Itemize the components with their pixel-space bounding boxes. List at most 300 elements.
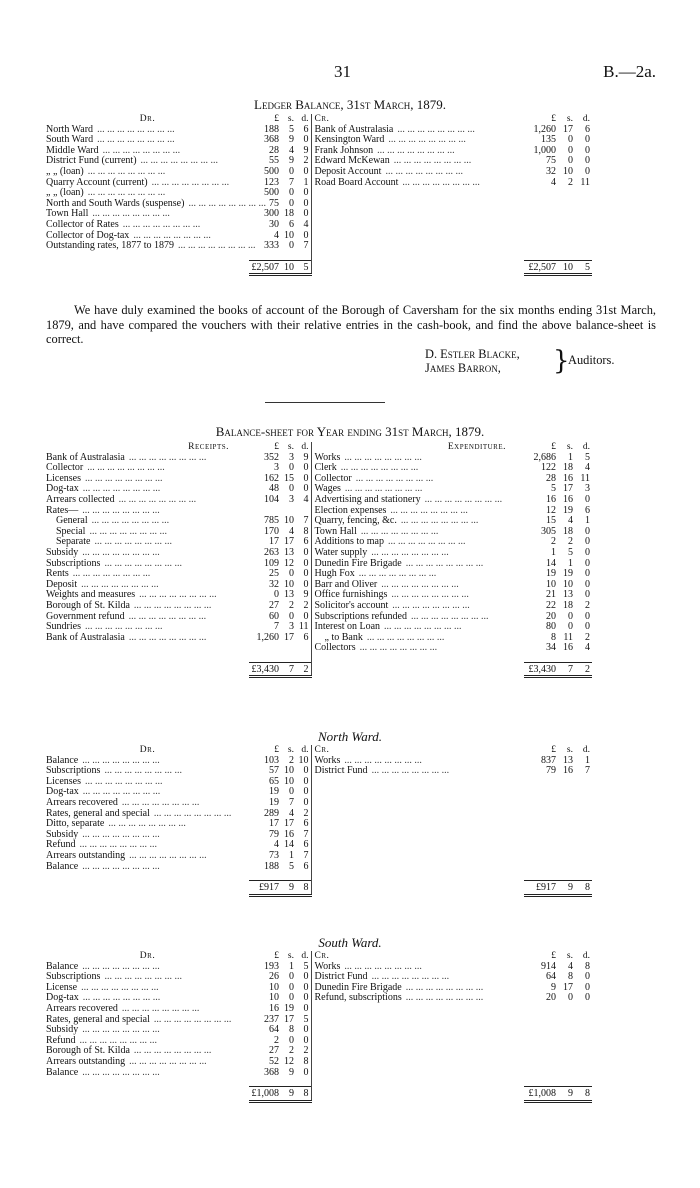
amount-cell: 300 <box>264 208 279 220</box>
amount-cell: 0 <box>585 165 590 177</box>
table-row <box>46 862 592 873</box>
amount-cell: 2 <box>585 631 590 643</box>
row-label-cell <box>46 798 249 809</box>
amount-cell: 12 <box>546 504 556 516</box>
empty-cell <box>524 241 558 252</box>
row-label-cell <box>46 633 249 644</box>
amount-cell: 55 <box>269 155 279 167</box>
leader-dots: ... ... ... ... ... ... ... ... <box>82 1066 160 1078</box>
amount-cell: 17 <box>269 536 279 548</box>
amount-cell: 0 <box>289 568 294 580</box>
row-label: Collectors <box>314 642 356 654</box>
amount-cell: 6 <box>303 631 309 643</box>
empty-cell <box>249 1078 281 1087</box>
amount-cell: 0 <box>303 765 309 777</box>
empty-cell <box>311 1025 524 1036</box>
table-row <box>46 1068 592 1079</box>
row-label: Subscriptions <box>46 557 101 569</box>
empty-cell <box>311 1078 524 1087</box>
leader-dots: ... ... ... ... ... ... ... ... <box>85 621 163 633</box>
debit-header <box>46 745 249 756</box>
empty-cell <box>524 1046 558 1057</box>
amount-cell: 7 <box>303 849 309 861</box>
empty-cell <box>575 241 592 252</box>
credit-header <box>311 951 524 962</box>
row-label: Clerk <box>314 462 337 474</box>
row-label-cell <box>46 1068 249 1079</box>
amount-cell: 75 <box>269 197 279 209</box>
amount-cell: 0 <box>303 568 309 580</box>
empty-cell <box>249 252 281 261</box>
row-label-cell <box>311 993 524 1004</box>
row-label: South Ward <box>46 134 94 146</box>
amount-cell: 0 <box>585 536 590 548</box>
empty-cell <box>311 809 524 820</box>
amount-cell: 0 <box>303 208 309 220</box>
leader-dots: ... ... ... ... ... ... ... ... <box>344 451 422 463</box>
amount-cell: 19 <box>563 568 573 580</box>
empty-cell <box>46 872 249 881</box>
amount-cell: 0 <box>568 610 573 622</box>
amount-cell: 19 <box>563 504 573 516</box>
row-label-cell <box>311 601 524 612</box>
south-ward-title: South Ward. <box>318 935 382 950</box>
row-label: Arrears collected <box>46 493 115 505</box>
amount-cell: 64 <box>269 1024 279 1036</box>
empty-cell <box>311 777 524 788</box>
amount-cell: 8 <box>585 960 590 972</box>
amount-cell: 17 <box>563 123 573 135</box>
amount-cell: 0 <box>303 546 309 558</box>
side-label: Receipts. <box>188 442 229 452</box>
empty-cell <box>311 830 524 841</box>
amount-cell: 27 <box>269 599 279 611</box>
amount-cell: 2 <box>303 155 309 167</box>
row-label: Licenses <box>46 775 81 787</box>
empty-cell <box>311 209 524 220</box>
row-label: „ „ (loan) <box>46 187 84 199</box>
amount-cell: 10 <box>284 578 294 590</box>
amount-cell: 0 <box>289 1034 294 1046</box>
side-label: Cr. <box>314 114 330 124</box>
amount-cell: 1 <box>289 849 294 861</box>
amount-cell: 18 <box>563 525 573 537</box>
empty-cell <box>524 787 558 798</box>
empty-cell <box>311 1068 524 1079</box>
amount-cell: 8 <box>568 971 573 983</box>
empty-cell <box>575 851 592 862</box>
brace-icon: } <box>553 346 570 376</box>
empty-cell <box>575 777 592 788</box>
amount-cell: 10 <box>284 775 294 787</box>
amount-cell: 0 <box>585 134 590 146</box>
amount-cell: 16 <box>563 472 573 484</box>
amount-cell: 2 <box>289 599 294 611</box>
amount-cell: 26 <box>269 971 279 983</box>
row-label-cell <box>311 178 524 189</box>
leader-dots: ... ... ... ... ... ... ... ... <box>82 860 160 872</box>
row-label: Refund <box>46 1034 76 1046</box>
total-amount: 2 <box>575 662 592 677</box>
amount-cell: 352 <box>264 451 279 463</box>
amount-cell: 368 <box>264 1066 279 1078</box>
amount-cell: 0 <box>289 187 294 199</box>
total-amount: 10 <box>558 260 575 275</box>
empty-cell <box>575 862 592 873</box>
amount-cell: 4 <box>289 807 294 819</box>
empty-cell <box>311 798 524 809</box>
amount-cell: 6 <box>585 123 590 135</box>
row-label: Arrears outstanding <box>46 849 126 861</box>
south-ward-table <box>46 951 592 1103</box>
leader-dots: ... ... ... ... ... ... ... ... <box>344 754 422 766</box>
empty-cell <box>575 830 592 841</box>
empty-cell <box>575 188 592 199</box>
amount-cell: 109 <box>264 557 279 569</box>
empty-cell <box>558 1057 575 1068</box>
leader-dots: ... ... ... ... ... ... ... ... <box>128 610 207 622</box>
amount-cell: 0 <box>585 557 590 569</box>
row-label-cell <box>311 548 524 559</box>
empty-cell <box>296 1078 311 1087</box>
north-ward-table <box>46 745 592 897</box>
row-label: Bank of Australasia <box>46 451 125 463</box>
amount-cell: 19 <box>546 568 556 580</box>
auditors-block <box>425 346 615 376</box>
leader-dots: ... ... ... ... ... ... ... ... <box>397 123 475 135</box>
amount-cell: 7 <box>274 621 279 633</box>
amount-cell: 2 <box>289 754 294 766</box>
row-label: General <box>56 515 88 527</box>
amount-cell: 5 <box>568 546 573 558</box>
empty-cell <box>575 819 592 830</box>
empty-cell <box>575 654 592 663</box>
row-label: Weights and measures <box>46 589 136 601</box>
amount-cell: 4 <box>274 229 279 241</box>
leader-dots: ... ... ... ... ... ... ... ... <box>377 144 455 156</box>
row-label: Separate <box>56 536 91 548</box>
amount-cell: 7 <box>303 515 309 527</box>
amount-cell: 4 <box>303 218 309 230</box>
amount-cell: 28 <box>269 144 279 156</box>
amount-cell: 0 <box>303 134 309 146</box>
amount-cell: 1 <box>568 557 573 569</box>
amount-cell: 17 <box>284 818 294 830</box>
empty-cell <box>524 840 558 851</box>
table-row <box>46 1004 592 1015</box>
amount-cell: 0 <box>303 981 309 993</box>
row-label-cell <box>311 495 524 506</box>
leader-dots: ... ... ... ... ... ... ... ... <box>188 197 266 209</box>
amount-cell: 11 <box>580 176 590 188</box>
amount-cell: 2 <box>289 1045 294 1057</box>
amount-cell: 65 <box>269 775 279 787</box>
header-row <box>46 114 592 125</box>
amount-cell: 6 <box>303 536 309 548</box>
leader-dots: ... ... ... ... ... ... ... ... <box>89 525 167 537</box>
leader-dots: ... ... ... ... ... ... ... ... <box>390 504 468 516</box>
empty-cell <box>311 1036 524 1047</box>
leader-dots: ... ... ... ... ... ... ... ... <box>151 176 230 188</box>
empty-cell <box>311 231 524 242</box>
leader-dots: ... ... ... ... ... ... ... ... <box>97 123 175 135</box>
amount-cell: 500 <box>264 187 279 199</box>
column-header: d. <box>301 951 309 961</box>
row-label: Water supply <box>314 546 368 558</box>
amount-cell: 17 <box>284 1013 294 1025</box>
amount-cell: 11 <box>563 631 573 643</box>
amount-cell: 500 <box>264 165 279 177</box>
section-divider <box>265 402 385 403</box>
empty-cell <box>281 872 296 881</box>
row-label: Arrears outstanding <box>46 1055 126 1067</box>
amount-cell: 10 <box>269 992 279 1004</box>
amount-cell: 0 <box>289 483 294 495</box>
leader-dots: ... ... ... ... ... ... ... ... <box>85 472 163 484</box>
leader-dots: ... ... ... ... ... ... ... ... <box>371 765 450 777</box>
empty-cell <box>311 188 524 199</box>
leader-dots: ... ... ... ... ... ... ... ... <box>384 621 462 633</box>
column-header: £ <box>274 951 279 961</box>
empty-cell <box>575 1068 592 1079</box>
row-label: Subsidy <box>46 546 79 558</box>
amount-cell: 0 <box>585 589 590 601</box>
total-amount: 5 <box>296 260 311 275</box>
column-header: £ <box>551 442 556 452</box>
amount-cell: 333 <box>264 240 279 252</box>
leader-dots: ... ... ... ... ... ... ... ... <box>104 971 182 983</box>
amount-cell: 4 <box>568 960 573 972</box>
row-label: Subscriptions <box>46 765 101 777</box>
row-label: Barr and Oliver <box>314 578 378 590</box>
empty-cell <box>311 1057 524 1068</box>
empty-cell <box>575 872 592 881</box>
amount-cell: 10 <box>284 515 294 527</box>
empty-cell <box>249 654 281 663</box>
amount-cell: 1 <box>289 960 294 972</box>
leader-dots: ... ... ... ... ... ... ... ... <box>133 599 212 611</box>
auditors-label: Auditors. <box>568 353 615 367</box>
total-amount: £2,507 <box>524 260 558 275</box>
empty-cell <box>575 798 592 809</box>
amount-cell: 5 <box>289 123 294 135</box>
total-amount: 2 <box>296 662 311 677</box>
empty-cell <box>524 777 558 788</box>
amount-cell: 0 <box>303 557 309 569</box>
amount-cell: 7 <box>289 176 294 188</box>
empty-cell <box>575 1036 592 1047</box>
amount-cell: 1 <box>551 546 556 558</box>
row-label: License <box>46 981 78 993</box>
row-label-cell <box>311 643 524 654</box>
amount-cell: 289 <box>264 807 279 819</box>
amount-cell: 18 <box>563 599 573 611</box>
amount-cell: 79 <box>269 828 279 840</box>
amount-cell: 8 <box>303 1055 309 1067</box>
row-label: Government refund <box>46 610 125 622</box>
empty-cell <box>558 830 575 841</box>
total-amount: 8 <box>575 1087 592 1102</box>
amount-cell: 3 <box>274 462 279 474</box>
amount-cell: 6 <box>585 504 590 516</box>
amount-cell: 7 <box>289 796 294 808</box>
empty-cell <box>524 1057 558 1068</box>
empty-cell <box>558 241 575 252</box>
total-amount: £2,507 <box>249 260 281 275</box>
empty-cell <box>524 809 558 820</box>
amount-cell: 0 <box>303 610 309 622</box>
amount-cell: 17 <box>284 631 294 643</box>
leader-dots: ... ... ... ... ... ... ... ... <box>405 992 484 1004</box>
leader-dots: ... ... ... ... ... ... ... ... <box>381 578 459 590</box>
column-header: s. <box>287 951 294 961</box>
spacer-row <box>46 1078 592 1087</box>
empty-cell <box>575 231 592 242</box>
amount-cell: 16 <box>546 493 556 505</box>
empty-cell <box>281 654 296 663</box>
amount-cell: 0 <box>289 610 294 622</box>
row-label: Additions to map <box>314 536 384 548</box>
row-label: Balance <box>46 754 79 766</box>
row-label: Advertising and stationery <box>314 493 421 505</box>
amount-cell: 13 <box>284 589 294 601</box>
amount-cell: 0 <box>274 589 279 601</box>
amount-cell: 0 <box>585 493 590 505</box>
empty-cell <box>575 809 592 820</box>
side-label: Cr. <box>314 745 330 755</box>
row-label: Wages <box>314 483 341 495</box>
column-header: £ <box>551 745 556 755</box>
leader-dots: ... ... ... ... ... ... ... ... <box>388 134 466 146</box>
amount-cell: 4 <box>551 176 556 188</box>
row-label: Solicitor's account <box>314 599 389 611</box>
empty-cell <box>558 777 575 788</box>
north-ward-title: North Ward. <box>317 729 383 744</box>
empty-cell <box>558 188 575 199</box>
leader-dots: ... ... ... ... ... ... ... ... <box>366 631 445 643</box>
amount-cell: 0 <box>303 1034 309 1046</box>
empty-cell <box>575 199 592 210</box>
empty-cell <box>558 231 575 242</box>
row-label: District Fund <box>314 971 368 983</box>
row-label: Bank of Australasia <box>46 631 125 643</box>
amount-cell: 10 <box>563 165 573 177</box>
amount-cell: 2 <box>568 176 573 188</box>
amount-cell: 170 <box>264 525 279 537</box>
column-header: £ <box>274 745 279 755</box>
amount-cell: 7 <box>303 828 309 840</box>
amount-cell: 48 <box>269 483 279 495</box>
amount-cell: 64 <box>546 971 556 983</box>
row-label: District Fund <box>314 765 368 777</box>
leader-dots: ... ... ... ... ... ... ... ... <box>393 155 472 167</box>
row-label: Interest on Loan <box>314 621 381 633</box>
row-label: Refund, subscriptions <box>314 992 402 1004</box>
amount-cell: 1 <box>585 515 590 527</box>
amount-cell: 13 <box>284 546 294 558</box>
leader-dots: ... ... ... ... ... ... ... ... <box>82 504 160 516</box>
table-row <box>46 798 592 809</box>
total-amount: 7 <box>558 662 575 677</box>
total-amount: £1,008 <box>524 1087 558 1102</box>
amount-cell: 79 <box>546 765 556 777</box>
empty-cell <box>296 654 311 663</box>
empty-cell <box>311 662 524 677</box>
audit-statement: We have duly examined the books of account of the Borough of Caversham for the six months ending 31st March, 1879, and have compared the vouchers with their relative entries in the cash-book, and find the above balance-sheet is correct. <box>46 303 656 346</box>
row-label: Dog-tax <box>46 786 79 798</box>
amount-cell: 1,260 <box>533 123 556 135</box>
amount-cell: 0 <box>585 155 590 167</box>
empty-cell <box>311 1046 524 1057</box>
row-label: Frank Johnson <box>314 144 374 156</box>
amount-cell: 14 <box>546 557 556 569</box>
empty-cell <box>249 872 281 881</box>
leader-dots: ... ... ... ... ... ... ... ... <box>92 208 170 220</box>
amount-cell: 104 <box>264 493 279 505</box>
column-header: £ <box>274 114 279 124</box>
empty-cell <box>524 1015 558 1026</box>
empty-cell <box>46 643 249 654</box>
amount-cell: 9 <box>289 134 294 146</box>
amount-cell: 305 <box>541 525 556 537</box>
row-label: Borough of St. Kilda <box>46 1045 130 1057</box>
empty-cell <box>524 862 558 873</box>
leader-dots: ... ... ... ... ... ... ... ... <box>122 218 201 230</box>
empty-cell <box>281 252 296 261</box>
leader-dots: ... ... ... ... ... ... ... ... <box>72 568 151 580</box>
amount-cell: 16 <box>284 828 294 840</box>
amount-cell: 13 <box>563 754 573 766</box>
amount-cell: 368 <box>264 134 279 146</box>
leader-dots: ... ... ... ... ... ... ... ... <box>128 631 207 643</box>
leader-dots: ... ... ... ... ... ... ... ... <box>153 1013 232 1025</box>
amount-cell: 16 <box>269 1002 279 1014</box>
row-label: Refund <box>46 839 76 851</box>
amount-cell: 188 <box>264 860 279 872</box>
leader-dots: ... ... ... ... ... ... ... ... <box>81 578 159 590</box>
row-label: Office furnishings <box>314 589 388 601</box>
leader-dots: ... ... ... ... ... ... ... ... <box>87 187 166 199</box>
column-header: d. <box>301 442 309 452</box>
amount-cell: 2 <box>274 1034 279 1046</box>
amount-cell: 0 <box>568 621 573 633</box>
amount-cell: 135 <box>541 134 556 146</box>
empty-cell <box>46 252 249 261</box>
row-label: Subsidy <box>46 1024 79 1036</box>
amount-cell: 914 <box>541 960 556 972</box>
table-row <box>46 622 592 633</box>
amount-cell: 4 <box>289 525 294 537</box>
amount-cell: 12 <box>284 557 294 569</box>
empty-cell <box>524 252 558 261</box>
row-label: Hugh Fox <box>314 568 355 580</box>
side-label: Dr. <box>139 951 156 961</box>
empty-cell <box>524 654 558 663</box>
spacer-row <box>46 654 592 663</box>
amount-cell: 10 <box>284 765 294 777</box>
amount-cell: 6 <box>303 860 309 872</box>
leader-dots: ... ... ... ... ... ... ... ... <box>360 525 439 537</box>
row-label: Licenses <box>46 472 81 484</box>
row-label: Quarry Account (current) <box>46 176 148 188</box>
amount-cell: 103 <box>264 754 279 766</box>
amount-cell: 0 <box>585 610 590 622</box>
amount-cell: 5 <box>551 483 556 495</box>
empty-cell <box>46 654 249 663</box>
column-header: d. <box>301 745 309 755</box>
column-header: d. <box>301 114 309 124</box>
amount-cell: 28 <box>546 472 556 484</box>
